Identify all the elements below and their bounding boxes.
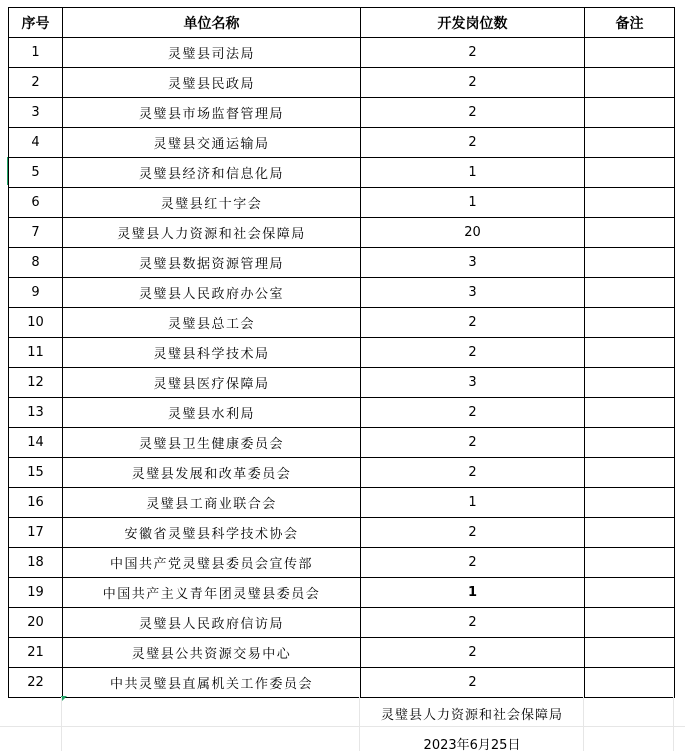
grid-line [0,726,685,727]
cell-index[interactable]: 15 [9,458,63,488]
cell-unit-name[interactable]: 灵璧县总工会 [63,308,361,338]
cell-index[interactable]: 10 [9,308,63,338]
cell-index[interactable]: 13 [9,398,63,428]
table-row [9,458,675,488]
cell-unit-name[interactable]: 灵璧县民政局 [63,68,361,98]
cell-notes[interactable] [585,368,675,398]
cell-positions[interactable]: 2 [361,458,585,488]
cell-index[interactable]: 20 [9,608,63,638]
cell-notes[interactable] [585,158,675,188]
table-row [9,278,675,308]
grid-line [61,697,62,751]
cell-notes[interactable] [585,608,675,638]
cell-notes[interactable] [585,578,675,608]
cell-positions[interactable]: 3 [361,248,585,278]
cell-index[interactable]: 11 [9,338,63,368]
table-row [9,368,675,398]
cell-notes[interactable] [585,338,675,368]
cell-positions[interactable]: 2 [361,608,585,638]
cell-index[interactable]: 6 [9,188,63,218]
cell-unit-name[interactable]: 灵璧县发展和改革委员会 [63,458,361,488]
cell-notes[interactable] [585,518,675,548]
cell-positions[interactable]: 2 [361,68,585,98]
cell-positions[interactable]: 2 [361,518,585,548]
table-row [9,428,675,458]
table-row [9,308,675,338]
cell-index[interactable]: 22 [9,668,63,698]
cell-positions[interactable]: 2 [361,338,585,368]
header-notes[interactable]: 备注 [585,8,675,38]
cell-positions[interactable]: 1 [361,158,585,188]
cell-positions[interactable]: 3 [361,368,585,398]
cell-unit-name[interactable]: 中国共产党灵璧县委员会宣传部 [63,548,361,578]
cell-unit-name[interactable]: 灵璧县水利局 [63,398,361,428]
table-row [9,98,675,128]
table-row [9,488,675,518]
cell-unit-name[interactable]: 灵璧县人民政府信访局 [63,608,361,638]
table-row [9,398,675,428]
cell-notes[interactable] [585,668,675,698]
cell-index[interactable]: 9 [9,278,63,308]
cell-positions[interactable]: 1 [361,188,585,218]
table-row [9,518,675,548]
cell-notes[interactable] [585,398,675,428]
cell-unit-name[interactable]: 灵璧县红十字会 [63,188,361,218]
cell-unit-name[interactable]: 灵璧县科学技术局 [63,338,361,368]
cell-unit-name[interactable]: 灵璧县司法局 [63,38,361,68]
cell-unit-name[interactable]: 灵璧县数据资源管理局 [63,248,361,278]
cell-index[interactable]: 7 [9,218,63,248]
cell-index[interactable]: 21 [9,638,63,668]
cell-index[interactable]: 17 [9,518,63,548]
cell-index[interactable]: 19 [9,578,63,608]
cell-positions[interactable]: 2 [361,98,585,128]
cell-notes[interactable] [585,458,675,488]
cell-unit-name[interactable]: 灵璧县市场监督管理局 [63,98,361,128]
table-row [9,128,675,158]
header-row [9,8,675,38]
cell-positions[interactable]: 1 [361,578,585,608]
cell-positions[interactable]: 2 [361,308,585,338]
table-row [9,158,675,188]
cell-index[interactable]: 8 [9,248,63,278]
cell-notes[interactable] [585,428,675,458]
cell-notes[interactable] [585,38,675,68]
positions-table [8,7,675,698]
cell-unit-name[interactable]: 安徽省灵璧县科学技术协会 [63,518,361,548]
table-row [9,68,675,98]
cell-notes[interactable] [585,488,675,518]
cell-unit-name[interactable]: 灵璧县人力资源和社会保障局 [63,218,361,248]
cell-index[interactable]: 12 [9,368,63,398]
cell-index[interactable]: 16 [9,488,63,518]
cell-notes[interactable] [585,638,675,668]
cell-unit-name[interactable]: 中国共产主义青年团灵璧县委员会 [63,578,361,608]
cell-unit-name[interactable]: 灵璧县医疗保障局 [63,368,361,398]
cell-unit-name[interactable]: 灵璧县经济和信息化局 [63,158,361,188]
cell-index[interactable]: 1 [9,38,63,68]
cell-notes[interactable] [585,218,675,248]
cell-positions[interactable]: 3 [361,278,585,308]
cell-notes[interactable] [585,128,675,158]
header-index[interactable]: 序号 [9,8,63,38]
cell-unit-name[interactable]: 灵璧县工商业联合会 [63,488,361,518]
table-row [9,248,675,278]
cell-positions[interactable]: 2 [361,38,585,68]
cell-notes[interactable] [585,548,675,578]
cell-notes[interactable] [585,278,675,308]
table-row [9,218,675,248]
table-body [9,38,675,698]
cell-notes[interactable] [585,248,675,278]
cell-notes[interactable] [585,98,675,128]
cell-index[interactable]: 18 [9,548,63,578]
cell-notes[interactable] [585,188,675,218]
grid-line [673,697,674,751]
cell-unit-name[interactable]: 灵璧县人民政府办公室 [63,278,361,308]
footer-date[interactable]: 2023年6月25日 [423,738,521,753]
cell-positions[interactable]: 2 [361,668,585,698]
footer-organization[interactable]: 灵璧县人力资源和社会保障局 [380,708,563,723]
cell-notes[interactable] [585,68,675,98]
cell-unit-name[interactable]: 灵璧县公共资源交易中心 [63,638,361,668]
cell-positions[interactable]: 2 [361,128,585,158]
cell-unit-name[interactable]: 中共灵璧县直属机关工作委员会 [63,668,361,698]
cell-index[interactable]: 14 [9,428,63,458]
cell-index[interactable]: 4 [9,128,63,158]
cell-positions[interactable]: 2 [361,638,585,668]
cell-index[interactable]: 2 [9,68,63,98]
table-row [9,338,675,368]
header-unit[interactable]: 单位名称 [63,8,361,38]
table-row [9,188,675,218]
cell-index[interactable]: 5 [9,158,63,188]
table-row [9,578,675,608]
table-row [9,668,675,698]
table-row [9,548,675,578]
cell-positions[interactable]: 2 [361,398,585,428]
cell-unit-name[interactable]: 灵璧县交通运输局 [63,128,361,158]
cell-positions[interactable]: 2 [361,548,585,578]
cell-unit-name[interactable]: 灵璧县卫生健康委员会 [63,428,361,458]
cell-notes[interactable] [585,308,675,338]
cell-index[interactable]: 3 [9,98,63,128]
table-row [9,608,675,638]
cell-positions[interactable]: 20 [361,218,585,248]
header-positions[interactable]: 开发岗位数 [361,8,585,38]
table-row [9,38,675,68]
cell-positions[interactable]: 1 [361,488,585,518]
table-row [9,638,675,668]
cell-positions[interactable]: 2 [361,428,585,458]
